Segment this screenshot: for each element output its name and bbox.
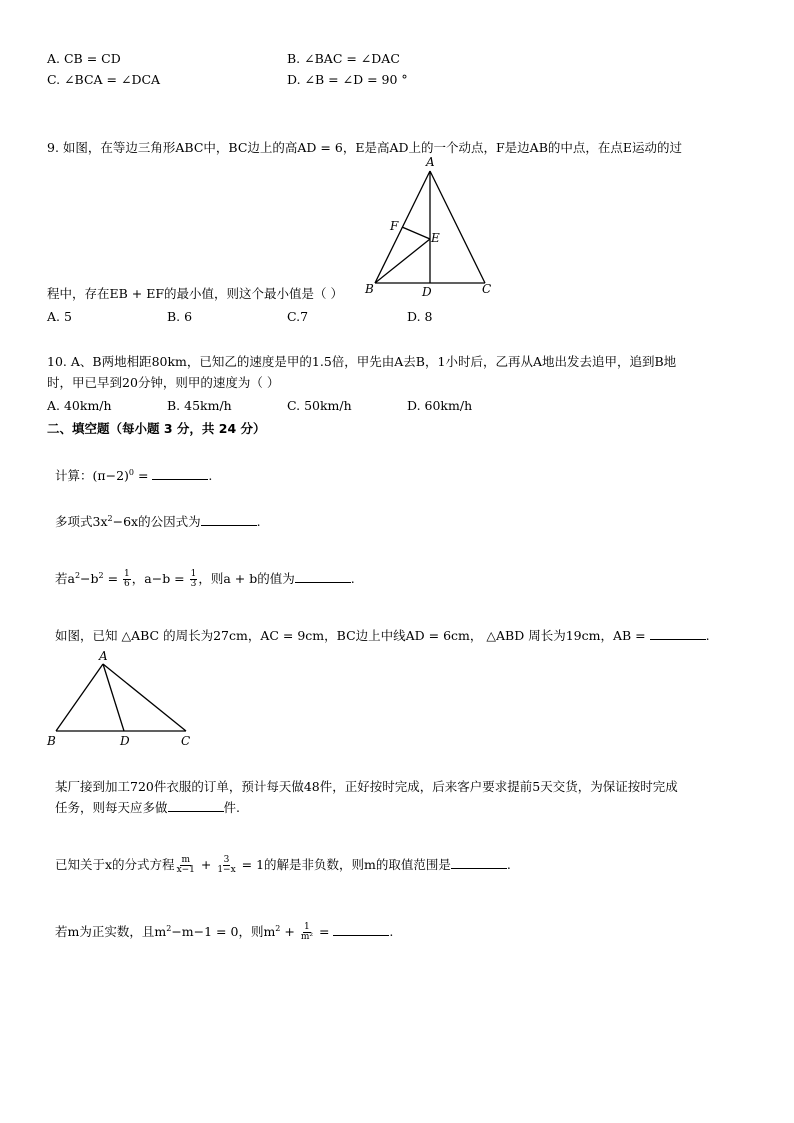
fill-q7-text: 若m为正实数，且m [55,924,167,939]
q9-label-a: A [426,155,435,169]
q8-option-d: D. ∠B = ∠D = 90 ° [287,72,408,87]
fill-q6-frac1-num: m [181,855,190,865]
fill-q2-text: 多项式3x [55,514,108,529]
fill-q3-text-b: −b [80,571,99,586]
fill-q3-period: . [350,571,355,586]
fill-q7 [55,922,393,942]
fill-q3-text-d: ，则a + b的值为 [198,571,295,586]
fill-q5-line2 [55,800,240,816]
fill-q2-text-2: −6x的公因式为 [112,514,201,529]
fill-q3-frac1-num: 1 [124,569,130,579]
fill-q2-answer-blank[interactable] [201,514,257,526]
fill-q6-answer-blank[interactable] [451,857,507,869]
fill-q7-period: . [389,924,394,939]
q8-option-c: C. ∠BCA = ∠DCA [47,72,161,87]
fill-q6-text-b: = 1的解是非负数，则m的取值范围是 [237,857,451,872]
fill-q7-eq: = [314,924,334,939]
fill-q4-label-b: B [47,734,56,748]
fill-q4-label-a: A [99,649,108,663]
fill-q1-period: . [208,468,213,483]
fill-q5-text: 任务，则每天应多做 [55,800,168,815]
q8-option-a: A. CB = CD [47,51,121,66]
fill-q7-exp2: 2 [275,924,281,933]
fill-q7-exp1: 2 [166,924,172,933]
fill-q7-plus: + [280,924,299,939]
q9-option-b: B. 6 [167,309,193,324]
fill-q3-answer-blank[interactable] [295,571,351,583]
q9-figure-triangle [360,152,500,300]
fill-q6-period: . [506,857,511,872]
q9-label-b: B [365,282,374,296]
fill-q3-fraction-2 [190,570,198,589]
fill-q4-answer-blank[interactable] [650,628,706,640]
q9-stem-line2: 程中，存在EB + EF的最小值，则这个最小值是（ ） [47,286,344,301]
fill-q4-label-d: D [120,734,130,748]
q10-option-d: D. 60km/h [407,398,473,413]
fill-q4 [55,628,710,644]
fill-q2-period: . [256,514,261,529]
fill-q5-answer-blank[interactable] [168,800,224,812]
q9-label-e: E [431,231,440,245]
q10-stem-line2: 时，甲已早到20分钟，则甲的速度为（ ） [47,375,280,390]
fill-q1-eq: = [134,468,153,483]
fill-q3-fraction-1 [123,570,131,589]
fill-q1-answer-blank[interactable] [152,468,208,480]
fill-q7-text-b: −m−1 = 0，则m [171,924,276,939]
fill-q1 [55,468,212,484]
fill-q6-frac1-den: x−1 [176,865,195,875]
section-heading-fill-in: 二、填空题（每小题 3 分，共 24 分） [47,421,266,436]
fill-q6 [55,855,511,875]
fill-q7-answer-blank[interactable] [333,924,389,936]
q9-label-c: C [482,282,492,296]
fill-q2 [55,514,261,530]
q9-stem-line1: 9. 如图，在等边三角形ABC中，BC边上的高AD = 6，E是高AD上的一个动点，F是边AB的中点，在点E运动的过 [47,140,682,155]
q9-label-d: D [422,285,432,299]
fill-q3-frac2-num: 1 [190,569,197,579]
fill-q7-frac-num: 1 [304,922,310,932]
fill-q3-text-c: ，a−b = [131,571,189,586]
fill-q7-frac-den: m² [300,932,313,942]
q9-label-f: F [390,219,399,233]
fill-q5-text-end: 件. [223,800,240,815]
fill-q3-exp1: 2 [74,571,81,580]
fill-q3-frac1-den: 6 [124,579,130,589]
q8-option-b: B. ∠BAC = ∠DAC [287,51,400,66]
fill-q6-plus: + [196,857,216,872]
fill-q6-fraction-2 [216,856,236,875]
fill-q5-line1: 某厂接到加工720件衣服的订单，预计每天做48件，正好按时完成，后来客户要求提前5天交货，为保证按时完成 [55,779,678,794]
fill-q3-exp2: 2 [98,571,104,580]
fill-q6-fraction-1 [176,856,196,875]
fill-q6-frac2-num: 3 [223,855,230,865]
q10-stem-line1: 10. A、B两地相距80km，已知乙的速度是甲的1.5倍，甲先由A去B，1小时后，乙再从A地出发去追甲，追到B地 [47,354,677,369]
q9-option-d: D. 8 [407,309,433,324]
fill-q4-figure-triangle [40,645,200,751]
fill-q6-frac2-den: 1−x [217,865,236,875]
fill-q1-exponent: 0 [128,468,134,477]
fill-q4-text: 如图，已知 △ABC 的周长为27cm，AC = 9cm，BC边上中线AD = 6cm， △ABD 周长为19cm，AB = [55,628,650,643]
fill-q4-label-c: C [181,734,191,748]
fill-q3 [55,569,355,589]
fill-q7-fraction [300,923,314,942]
fill-q3-text: 若a [55,571,75,586]
q10-option-a: A. 40km/h [47,398,112,413]
fill-q1-text: 计算：(π−2) [55,468,129,483]
fill-q2-exponent: 2 [107,514,113,523]
q10-option-c: C. 50km/h [287,398,352,413]
fill-q6-text: 已知关于x的分式方程 [55,857,175,872]
q10-option-b: B. 45km/h [167,398,232,413]
fill-q3-frac2-den: 3 [190,579,197,589]
q9-option-a: A. 5 [47,309,72,324]
q9-option-c: C.7 [287,309,309,324]
fill-q4-period: . [705,628,710,643]
fill-q3-eq: = [103,571,123,586]
